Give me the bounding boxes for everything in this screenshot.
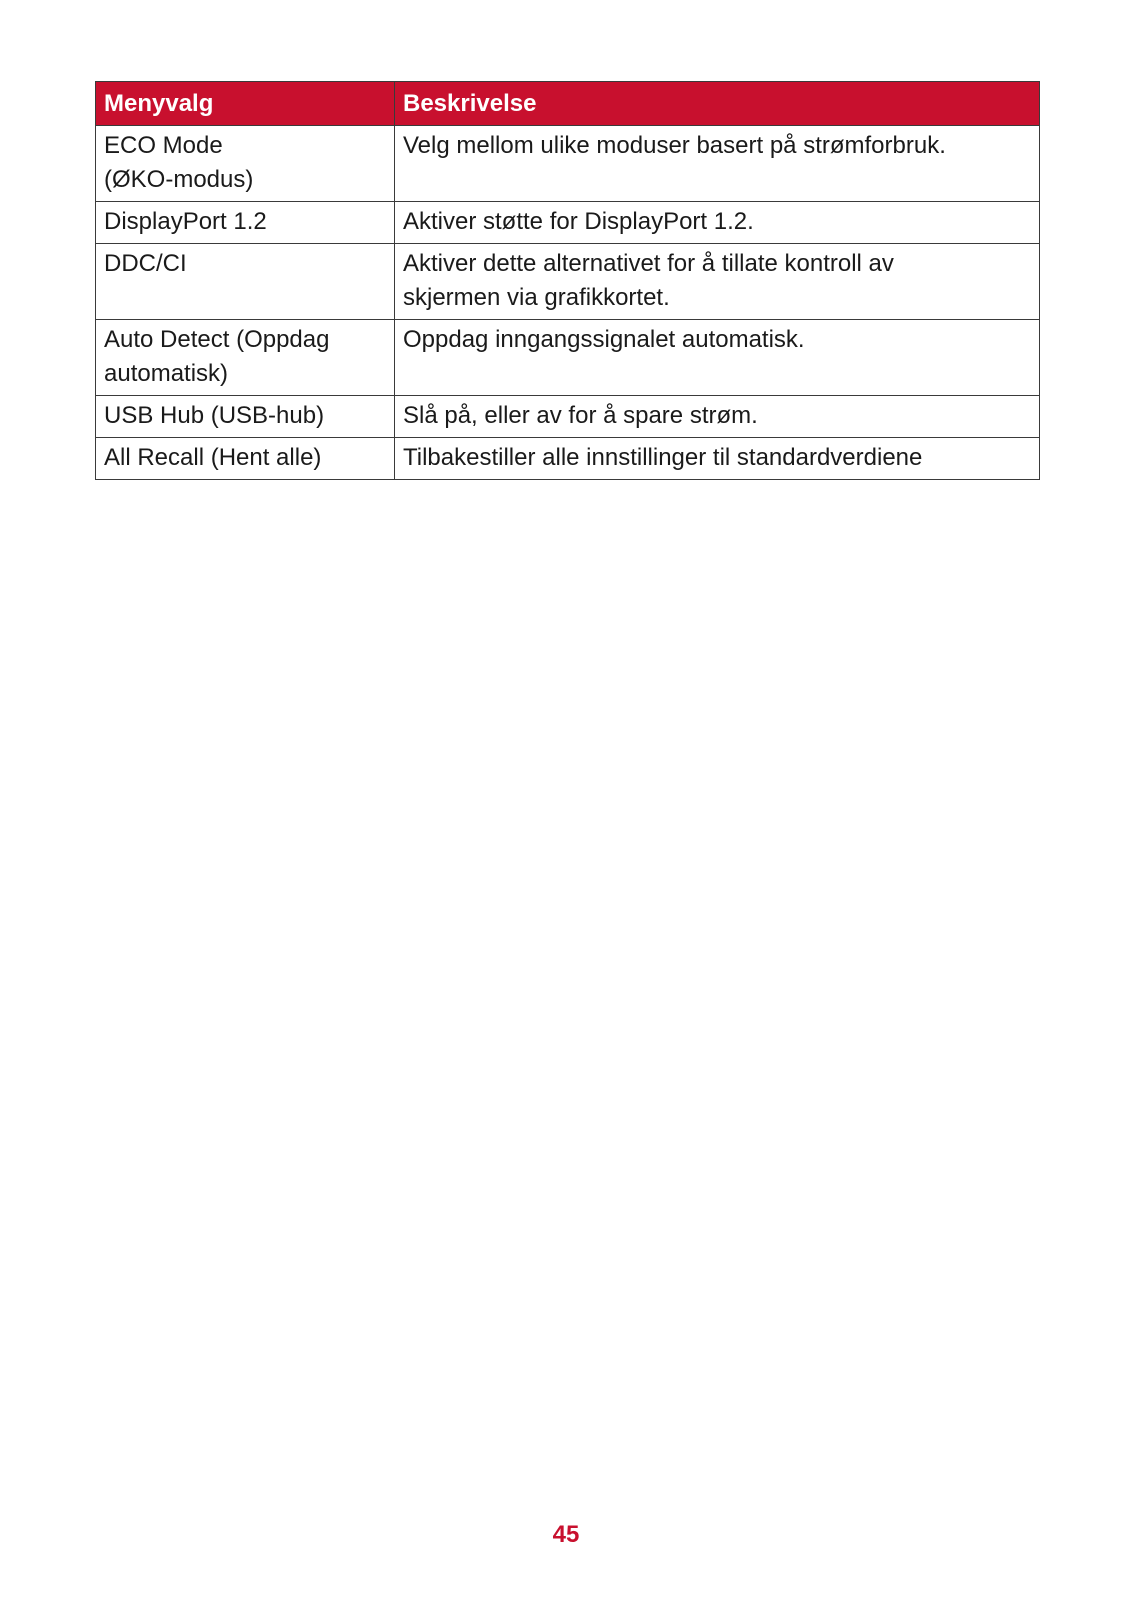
menu-option-line: (ØKO-modus): [104, 166, 254, 193]
table-row: [96, 396, 1040, 438]
page-number: 45: [552, 1521, 580, 1548]
description-line: Aktiver støtte for DisplayPort 1.2.: [403, 208, 754, 235]
description-cell: [395, 396, 1040, 438]
menu-option-cell: [96, 244, 395, 320]
menu-option-cell: [96, 202, 395, 244]
description-cell: [395, 244, 1040, 320]
menu-option-line: USB Hub (USB-hub): [104, 402, 325, 429]
table-row: [96, 126, 1040, 202]
description-line: Oppdag inngangssignalet automatisk.: [403, 326, 805, 353]
header-menu-option: Menyvalg: [96, 82, 395, 126]
header-description: Beskrivelse: [395, 82, 1040, 126]
menu-option-cell: [96, 126, 395, 202]
table-row: [96, 202, 1040, 244]
description-line: skjermen via grafikkortet.: [403, 284, 670, 311]
table-row: [96, 438, 1040, 480]
menu-option-cell: [96, 320, 395, 396]
description-line: Tilbakestiller alle innstillinger til standardverdiene: [403, 444, 923, 471]
table-row: [96, 244, 1040, 320]
menu-option-line: All Recall (Hent alle): [104, 444, 322, 471]
menu-table: [95, 81, 1040, 480]
menu-option-line: DisplayPort 1.2: [104, 208, 267, 235]
menu-option-line: ECO Mode: [104, 132, 223, 159]
menu-option-line: DDC/CI: [104, 250, 187, 277]
menu-option-line: Auto Detect (Oppdag: [104, 326, 330, 353]
description-line: Slå på, eller av for å spare strøm.: [403, 402, 758, 429]
description-cell: [395, 438, 1040, 480]
table-row: [96, 320, 1040, 396]
description-cell: [395, 202, 1040, 244]
description-cell: [395, 320, 1040, 396]
description-line: Aktiver dette alternativet for å tillate kontroll av: [403, 250, 894, 277]
menu-option-line: automatisk): [104, 360, 229, 387]
table-header-row: [96, 82, 1040, 126]
description-cell: [395, 126, 1040, 202]
menu-option-cell: [96, 438, 395, 480]
description-line: Velg mellom ulike moduser basert på strømforbruk.: [403, 132, 946, 159]
menu-option-cell: [96, 396, 395, 438]
